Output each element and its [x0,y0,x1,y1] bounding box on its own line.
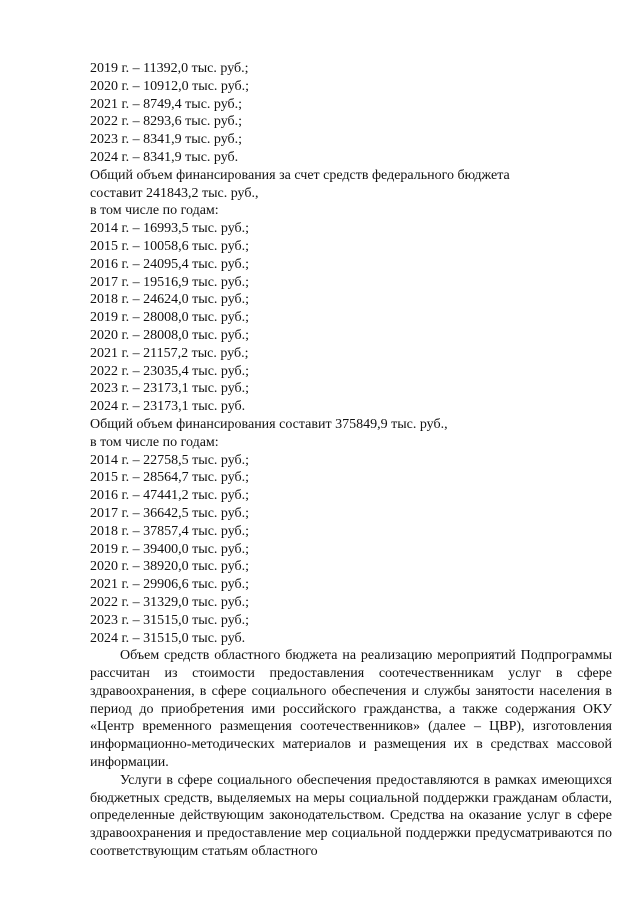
funding-block-federal [90,167,612,416]
year-line: 2023 г. – 8341,9 тыс. руб.; [90,132,243,148]
year-line: 2014 г. – 16993,5 тыс. руб.; [90,221,250,237]
year-line: 2020 г. – 10912,0 тыс. руб.; [90,78,250,94]
year-line: 2016 г. – 24095,4 тыс. руб.; [90,256,250,272]
year-line: 2016 г. – 47441,2 тыс. руб.; [90,488,250,504]
year-line: 2024 г. – 8341,9 тыс. руб. [90,149,239,165]
year-line: 2024 г. – 31515,0 тыс. руб. [90,630,246,646]
year-line: 2017 г. – 19516,9 тыс. руб.; [90,274,250,290]
body-paragraph: Объем средств областного бюджета на реализацию мероприятий Подпрограммы рассчитан из стоимости предоставления соотечественникам услуг в сфере здравоохранения, в сфере социального обеспечения и службы занятости населения в период до приобретения ими российского гражданства, а также содержания ОКУ «Центр временного размещения соотечественников» (далее – ЦВР), изготовления информационно-методических материалов и размещения их в средствах массовой информации. [90,648,612,771]
year-line: 2020 г. – 28008,0 тыс. руб.; [90,327,250,343]
year-line: 2021 г. – 21157,2 тыс. руб.; [90,345,249,361]
year-line: 2020 г. – 38920,0 тыс. руб.; [90,559,250,575]
year-line: 2019 г. – 11392,0 тыс. руб.; [90,61,249,76]
federal-funding-heading: Общий объем финансирования за счет средств федерального бюджета составит 241843,2 тыс. руб., [90,167,510,201]
year-line: 2018 г. – 37857,4 тыс. руб.; [90,523,250,539]
year-line: 2019 г. – 28008,0 тыс. руб.; [90,310,250,326]
year-line: 2021 г. – 29906,6 тыс. руб.; [90,577,250,593]
year-line: 2022 г. – 8293,6 тыс. руб.; [90,114,243,130]
year-line: 2021 г. – 8749,4 тыс. руб.; [90,96,243,112]
year-line: 2015 г. – 28564,7 тыс. руб.; [90,470,250,486]
year-line: 2022 г. – 23035,4 тыс. руб.; [90,363,250,379]
year-line: 2024 г. – 23173,1 тыс. руб. [90,399,246,415]
year-line: 2014 г. – 22758,5 тыс. руб.; [90,452,250,468]
total-funding-subheading: в том числе по годам: [90,434,219,450]
federal-funding-subheading: в том числе по годам: [90,203,219,219]
year-line: 2022 г. – 31329,0 тыс. руб.; [90,594,250,610]
year-line: 2023 г. – 31515,0 тыс. руб.; [90,612,250,628]
funding-block-regional [90,60,612,167]
year-line: 2017 г. – 36642,5 тыс. руб.; [90,505,250,521]
year-line: 2023 г. – 23173,1 тыс. руб.; [90,381,250,397]
funding-block-total [90,416,612,647]
year-line: 2018 г. – 24624,0 тыс. руб.; [90,292,250,308]
document-page [90,60,612,861]
year-line: 2019 г. – 39400,0 тыс. руб.; [90,541,250,557]
year-line: 2015 г. – 10058,6 тыс. руб.; [90,238,250,254]
body-paragraph: Услуги в сфере социального обеспечения предоставляются в рамках имеющихся бюджетных средств, выделяемых на меры социальной поддержки гражданам области, определенные действующим законодательством. Средства на оказание услуг в сфере здравоохранения и предоставление мер социальной поддержки предусматриваются по соответствующим статьям областного [90,772,612,860]
total-funding-heading: Общий объем финансирования составит 375849,9 тыс. руб., [90,416,448,432]
